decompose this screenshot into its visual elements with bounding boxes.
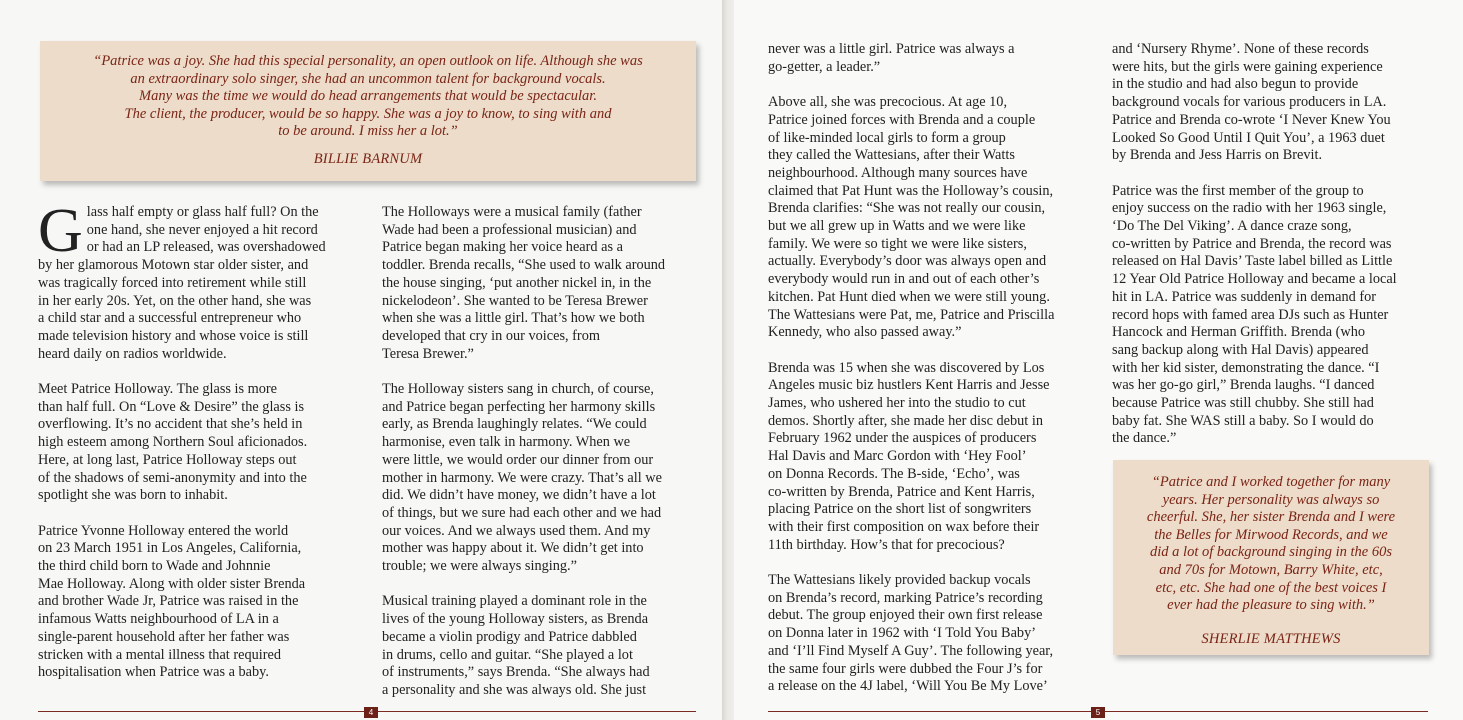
pull-quote-text: “Patrice was a joy. She had this special personality, an open outlook on life. Although she was an extraordinary solo singer, she had an uncommon talent for background vocals. Many was the time we would do head arrangements that would be spectacular. The client, the producer, would be so happy. She was a joy to know, to sing with and to be around. I miss her a lot.” <box>93 53 643 140</box>
paragraph: and ‘Nursery Rhyme’. None of these records were hits, but the girls were gaining experience in the studio and had also begun to provide background vocals for various producers in LA. Patrice and Brenda co-wrote ‘I Never Knew You Looked So Good Until I Quit You’, a 1963 duet by Brenda and Jess Harris on Brevit. <box>1112 41 1391 164</box>
text-column-4 <box>1112 41 1434 448</box>
pull-quote-text: “Patrice and I worked together for many years. Her personality was always so cheerful. She, her sister Brenda and I were the Belles for Mirwood Records, and we did a lot of background singing in the 60s and 70s for Motown, Barry White, etc, etc, etc. She had one of the best voices I ever had the pleasure to sing with.” <box>1146 474 1396 614</box>
paragraph: never was a little girl. Patrice was always a go-getter, a leader.” <box>768 41 1015 75</box>
paragraph: Meet Patrice Holloway. The glass is more than half full. On “Love & Desire” the glass is overflowing. It’s no accident that she’s held in high esteem among Northern Soul aficionados. Here, at long last, Patrice Holloway steps out of the shadows of semi-anonymity and into the spotlight she was born to inhabit. <box>38 381 308 504</box>
text-column-1 <box>38 197 356 682</box>
pull-quote-attribution: BILLIE BARNUM <box>313 150 423 167</box>
paragraph: The Wattesians likely provided backup vocals on Brenda’s record, marking Patrice’s recording debut. The group enjoyed their own first release on Donna later in 1962 with ‘I Told You Baby’ and ‘I’ll Find Myself A Guy’. The following year, the same four girls were dubbed the Four J’s for a release on the 4J label, ‘Will You Be My Love’ <box>768 572 1054 695</box>
book-spine <box>722 0 734 720</box>
paragraph <box>38 197 356 363</box>
paragraph: Brenda was 15 when she was discovered by Los Angeles music biz hustlers Kent Harris and Jesse James, who ushered her into the studio to cut demos. Shortly after, she made her disc debut in February 1962 under the auspices of producers Hal Davis and Marc Gordon with ‘Hey Fool’ on Donna Records. The B-side, ‘Echo’, was co-written by Brenda, Patrice and Kent Harris, placing Patrice on the short list of songwriters with their first composition on wax before their 11th birthday. How’s that for precocious? <box>768 359 1050 553</box>
text-column-3 <box>768 41 1086 696</box>
pull-quote-attribution: SHERLIE MATTHEWS <box>1201 630 1341 647</box>
paragraph-text: lass half empty or glass half full? On the one hand, she never enjoyed a hit record or had an LP released, was overshadowed by her glamorous Motown star older sister, and was tragically forced into retirement while still in her early 20s. Yet, on the other hand, she was a child star and a successful entrepreneur who made television history and whose voice is still heard daily on radios worldwide. <box>38 204 326 362</box>
pull-quote-billie-barnum <box>40 41 696 181</box>
paragraph: Musical training played a dominant role in the lives of the young Holloway sisters, as Brenda became a violin prodigy and Patrice dabbled in drums, cello and guitar. “She played a lot of instruments,” says Brenda. “She always had a personality and she was always old. She just <box>382 593 650 698</box>
left-page <box>0 0 722 720</box>
drop-cap: G <box>38 197 83 265</box>
text-column-2 <box>382 204 704 700</box>
page-number: 4 <box>364 707 378 718</box>
paragraph: Patrice was the first member of the group to enjoy success on the radio with her 1963 single, ‘Do The Del Viking’. A dance craze song, co-written by Patrice and Brenda, the record was released on Hal Davis’ Taste label billed as Little 12 Year Old Patrice Holloway and became a local hit in LA. Patrice was suddenly in demand for record hops with famed area DJs such as Hunter Hancock and Herman Griffith. Brenda (who sang backup along with Hal Davis) appeared with her kid sister, demonstrating the dance. “I was her go-go girl,” Brenda laughs. “I danced because Patrice was still chubby. She still had baby fat. She WAS still a baby. So I would do the dance.” <box>1112 182 1397 447</box>
paragraph: Patrice Yvonne Holloway entered the world on 23 March 1951 in Los Angeles, California, the third child born to Wade and Johnnie Mae Holloway. Along with older sister Brenda and brother Wade Jr, Patrice was raised in the infamous Watts neighbourhood of LA in a single-parent household after her father was stricken with a mental illness that required hospitalisation when Patrice was a baby. <box>38 522 306 681</box>
paragraph: Above all, she was precocious. At age 10, Patrice joined forces with Brenda and a couple of like-minded local girls to form a group they called the Wattesians, after their Watts neighbourhood. Although many sources have claimed that Pat Hunt was the Holloway’s cousin, Brenda clarifies: “She was not really our cousin, but we all grew up in Watts and we were like family. We were so tight we were like sisters, actually. Everybody’s door was always open and everybody would run in and out of each other’s kitchen. Pat Hunt died when we were still young. The Wattesians were Pat, me, Patrice and Priscilla Kennedy, who also passed away.” <box>768 94 1055 341</box>
paragraph: The Holloways were a musical family (father Wade had been a professional musician) and Patrice began making her voice heard as a toddler. Brenda recalls, “She used to walk around the house singing, ‘put another nickel in, in the nickelodeon’. She wanted to be Teresa Brewer when she was a little girl. That’s how we both developed that cry in our voices, from Teresa Brewer.” <box>382 204 666 362</box>
paragraph: The Holloway sisters sang in church, of course, and Patrice began perfecting her harmony skills early, as Brenda laughingly relates. “We could harmonise, even talk in harmony. When we were little, we would order our dinner from our mother in harmony. We were crazy. That’s all we did. We didn’t have money, we didn’t have a lot of things, but we sure had each other and we had our voices. And we always used them. And my mother was happy about it. We didn’t get into trouble; we were always singing.” <box>382 381 662 575</box>
pull-quote-sherlie-matthews <box>1113 460 1429 655</box>
page-number: 5 <box>1091 707 1105 718</box>
